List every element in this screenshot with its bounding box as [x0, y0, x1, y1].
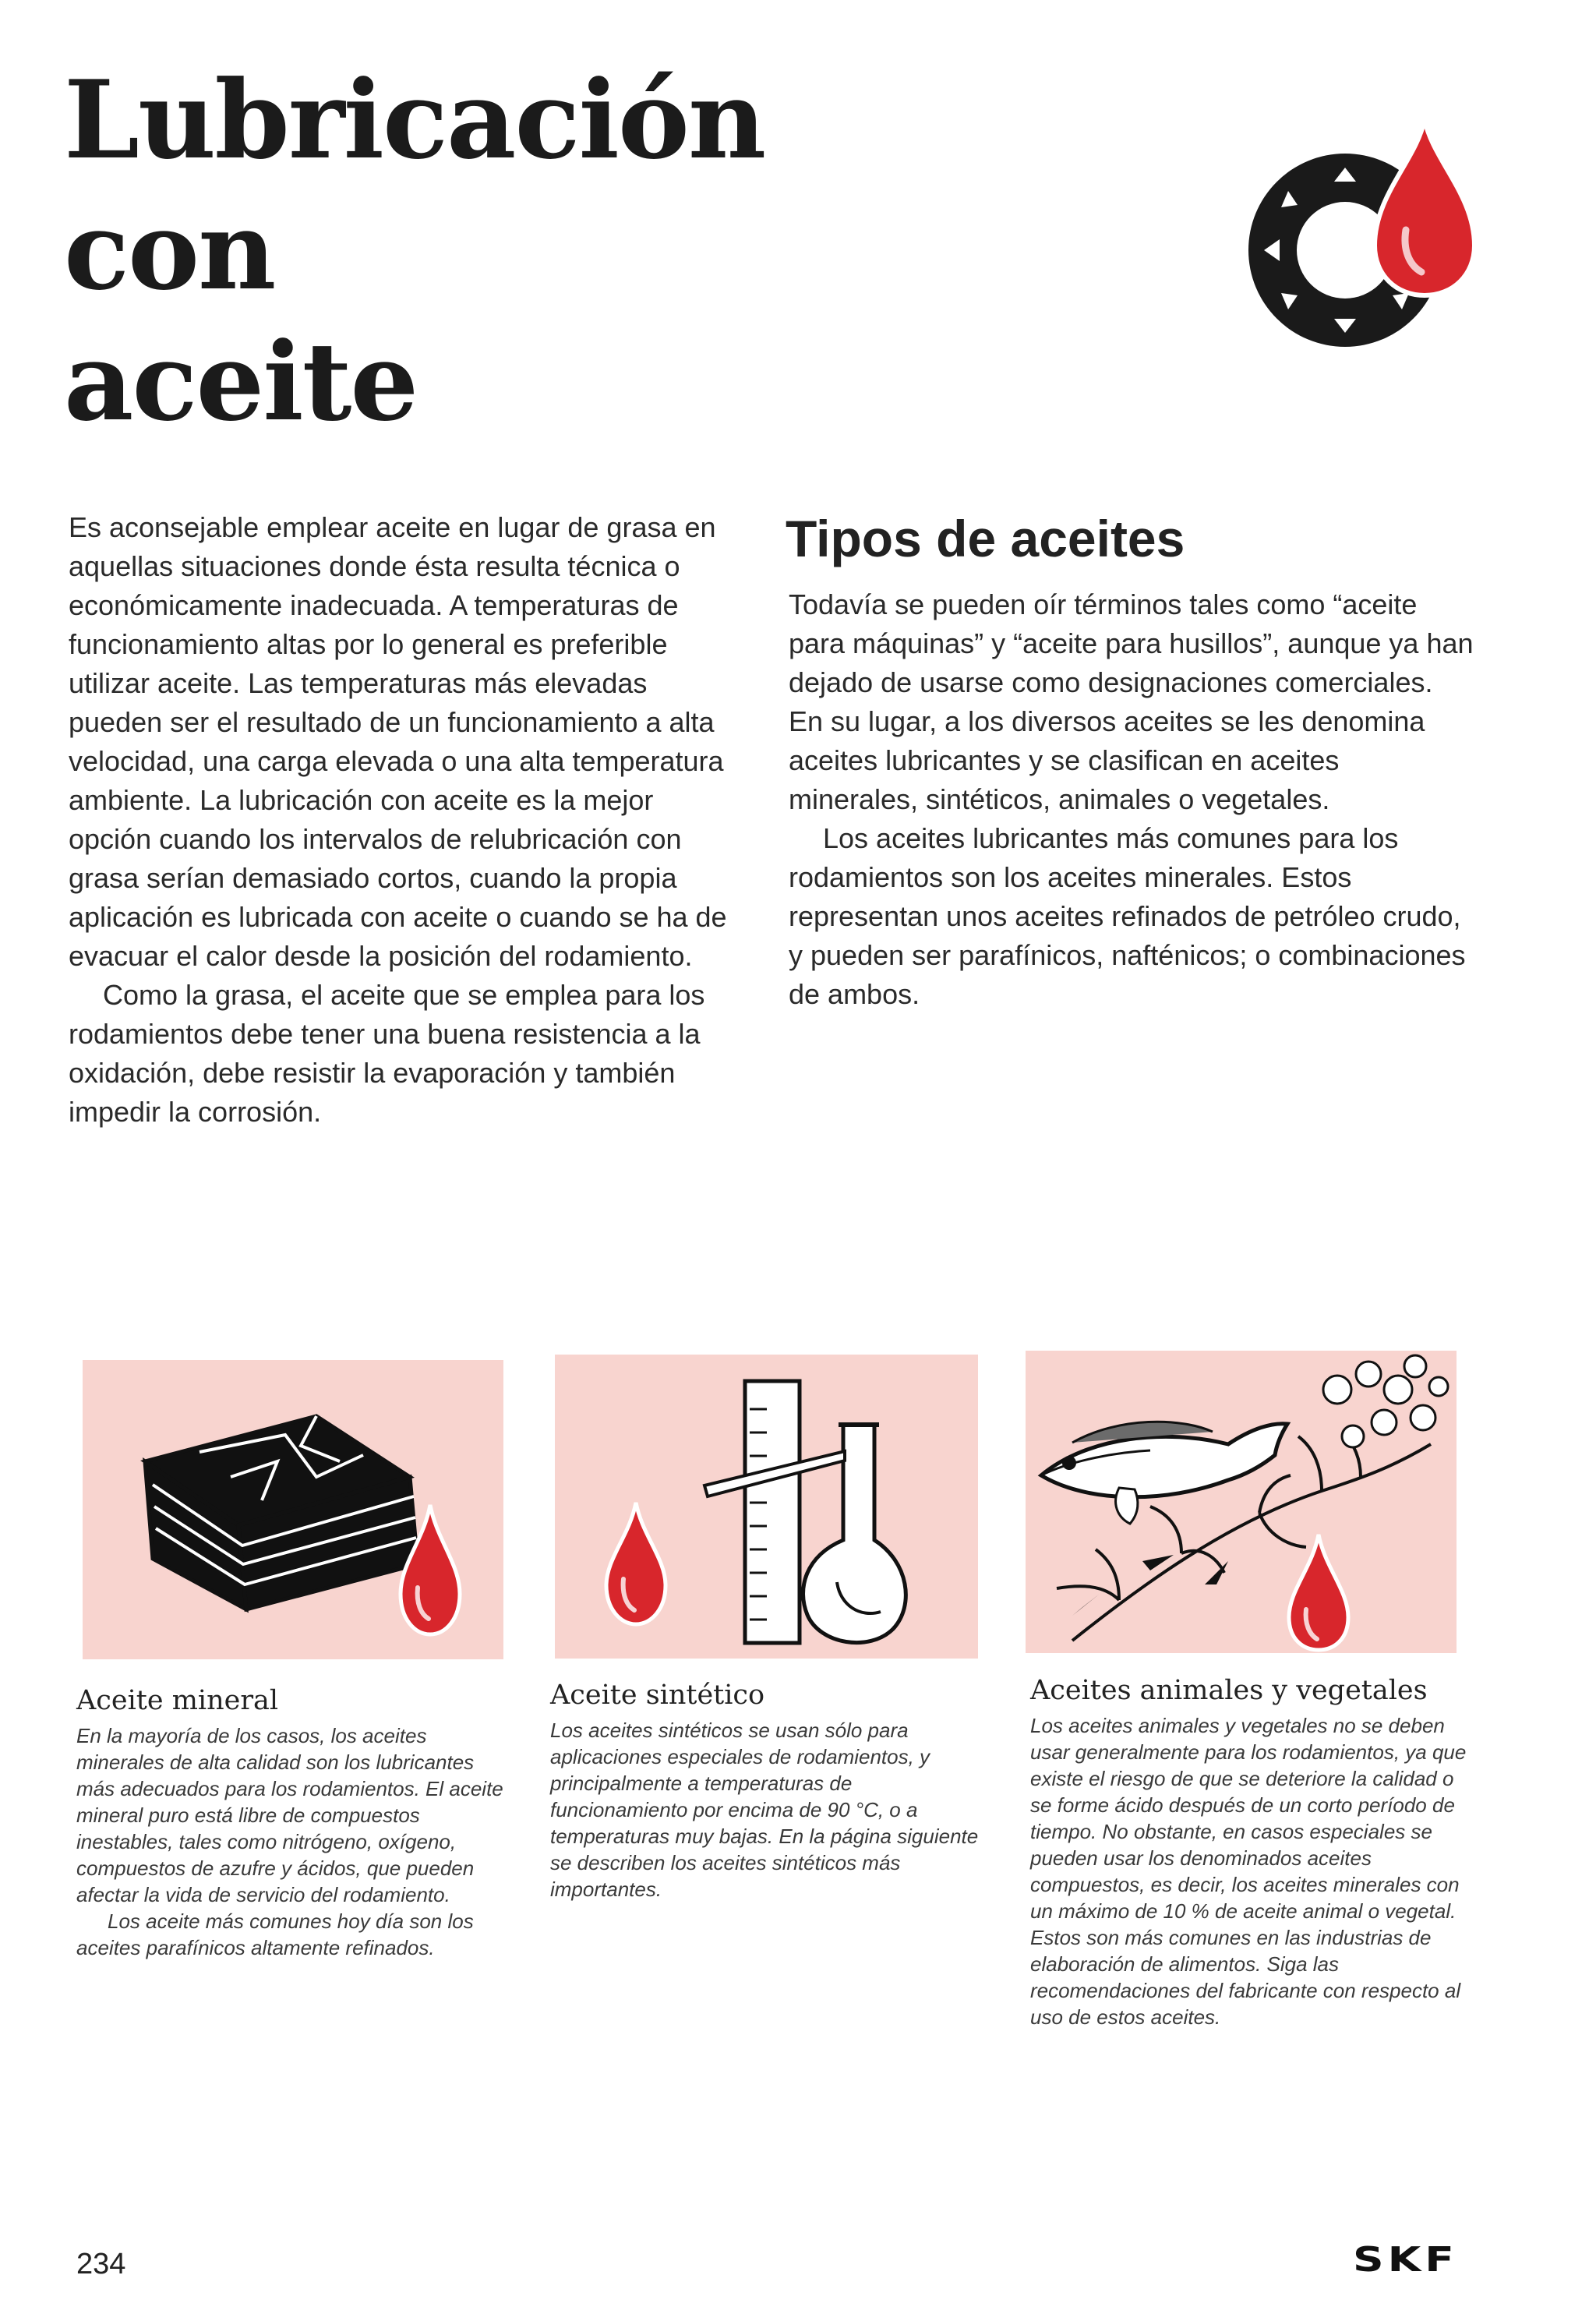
bearing-oil-drop-icon	[1230, 105, 1482, 367]
fish-plant-oil-drop-illustration	[1026, 1351, 1457, 1653]
mineral-oil-illustration	[83, 1360, 503, 1659]
oil-types-paragraph-1: Todavía se pueden oír términos tales como “aceite para máquinas” y “aceite para husillos”, aunque ya han dejado de usarse como designaciones comerciales. En su lugar, a los diversos aceites se les denomina aceites lubricantes y se clasifican en aceites minerales, sintéticos, animales o vegetales.	[789, 588, 1474, 815]
synthetic-oil-description	[550, 1717, 987, 1902]
intro-paragraph-2: Como la grasa, el aceite que se emplea para los rodamientos debe tener una buena resistencia a la oxidación, debe resistir la evaporación y también impedir la corrosión.	[69, 979, 705, 1128]
animal-vegetable-oil-card	[1030, 1673, 1467, 2030]
animal-vegetable-oil-illustration	[1026, 1351, 1457, 1653]
lab-glassware-oil-drop-illustration	[555, 1355, 978, 1659]
page-title-line-2: aceite	[64, 318, 418, 445]
animal-vegetable-oil-title: Aceites animales y vegetales	[1030, 1675, 1428, 1706]
synthetic-oil-card	[550, 1678, 987, 1902]
synthetic-oil-title: Aceite sintético	[550, 1680, 765, 1711]
mineral-oil-title: Aceite mineral	[76, 1685, 279, 1716]
section-heading-oil-types: Tipos de aceites	[786, 510, 1185, 567]
intro-paragraph-1: Es aconsejable emplear aceite en lugar de grasa en aquellas situaciones donde ésta resulta técnica o económicamente inadecuada. A temperaturas de funcionamiento altas por lo general es preferible utilizar aceite. Las temperaturas más elevadas pueden ser el resultado de un funcionamiento a alta velocidad, una carga elevada o una alta temperatura ambiente. La lubricación con aceite es la mejor opción cuando los intervalos de relubricación con grasa serían demasiado cortos, cuando la propia aplicación es lubricada con aceite o cuando se ha de evacuar el calor desde la posición del rodamiento.	[69, 511, 727, 972]
mineral-rock-oil-drop-illustration	[83, 1360, 503, 1659]
page-number: 234	[76, 2248, 126, 2280]
mineral-oil-paragraph-2: Los aceite más comunes hoy día son los aceites parafínicos altamente refinados.	[76, 1909, 474, 1959]
animal-vegetable-oil-paragraph-1: Los aceites animales y vegetales no se deben usar generalmente para los rodamientos, ya que existe el riesgo de que se deteriore la calidad o se forme ácido después de un corto período de tiempo. No obstante, en casos especiales se pueden usar los denominados aceites compuestos, es decir, los aceites minerales con un máximo de 10 % de aceite animal o vegetal. Estos son más comunes en las industrias de elaboración de alimentos. Siga las recomendaciones del fabricante con respecto al uso de estos aceites.	[1030, 1714, 1467, 2029]
mineral-oil-description	[76, 1722, 513, 1961]
animal-vegetable-oil-description	[1030, 1712, 1467, 2030]
synthetic-oil-illustration	[555, 1355, 978, 1659]
synthetic-oil-paragraph-1: Los aceites sintéticos se usan sólo para aplicaciones especiales de rodamientos, y principalmente a temperaturas de funcionamiento por encima de 90 °C, o a temperaturas muy bajas. En la página siguiente se describen los aceites sintéticos más importantes.	[550, 1719, 979, 1901]
oil-types-paragraph-2: Los aceites lubricantes más comunes para los rodamientos son los aceites minerales. Estos representan unos aceites refinados de petróleo crudo, y pueden ser parafínicos, nafténicos; o combinaciones de ambos.	[789, 822, 1466, 1010]
oil-types-column	[789, 585, 1474, 1014]
mineral-oil-paragraph-1: En la mayoría de los casos, los aceites minerales de alta calidad son los lubricantes más adecuados para los rodamientos. El aceite mineral puro está libre de compuestos inestables, tales como nitrógeno, oxígeno, compuestos de azufre y ácidos, que pueden afectar la vida de servicio del rodamiento.	[76, 1724, 503, 1906]
brand-logo: SKF	[1353, 2240, 1458, 2280]
page-title	[64, 55, 999, 447]
page-title-line-1: Lubricación con	[64, 56, 765, 314]
mineral-oil-card	[76, 1683, 513, 1961]
intro-column	[69, 508, 743, 1132]
